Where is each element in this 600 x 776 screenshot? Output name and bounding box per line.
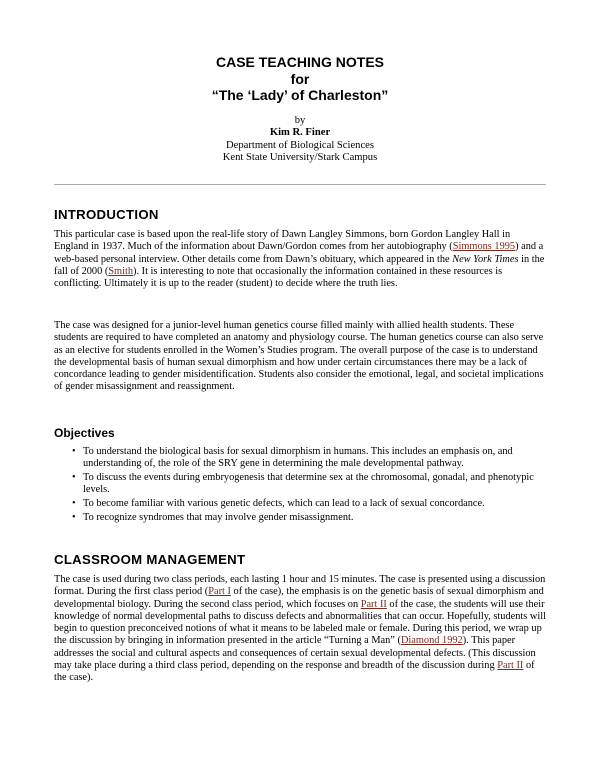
classroom-management-heading: CLASSROOM MANAGEMENT bbox=[54, 552, 246, 567]
objectives-heading: Objectives bbox=[54, 426, 115, 440]
objectives-list bbox=[54, 446, 546, 526]
intro-text-2: ) and a web-based personal interview. Other details come from Dawn’s obituary, which appeared in the bbox=[54, 241, 544, 265]
smith-link[interactable]: Smith bbox=[108, 265, 134, 277]
list-item bbox=[54, 512, 546, 524]
part-i-link[interactable]: Part I bbox=[208, 586, 231, 598]
simmons-1995-link[interactable]: Simmons 1995 bbox=[452, 241, 516, 253]
objective-text: To recognize syndromes that may involve gender misassignment. bbox=[83, 512, 354, 524]
institution: Kent State University/Stark Campus bbox=[222, 151, 378, 163]
cm-text-5: of the case). bbox=[54, 660, 535, 684]
horizontal-divider bbox=[54, 184, 546, 185]
intro-text-3: in the fall of 2000 ( bbox=[54, 253, 545, 277]
diamond-1992-link[interactable]: Diamond 1992 bbox=[400, 635, 463, 647]
title-line-2: for bbox=[290, 70, 310, 87]
introduction-paragraph-1 bbox=[54, 229, 546, 290]
list-item bbox=[54, 498, 546, 510]
author-name: Kim R. Finer bbox=[269, 127, 331, 139]
cm-text-1: The case is used during two class periods, each lasting 1 hour and 15 minutes. The case is presented using a discussion format. During the first class period ( bbox=[54, 574, 546, 598]
cm-text-3: of the case, the students will use their knowledge of normal developmental paths to discuss defects and abnormalities that can occur. Hopefully, students will begin to question preconceived notions of what it means to be labeled male or female. During this period, we wrap up the discussion by bringing in information presented in the article “Turning a Man” ( bbox=[54, 598, 546, 647]
title-line-3: “The ‘Lady’ of Charleston” bbox=[211, 87, 389, 103]
objective-text: To become familiar with various genetic defects, which can lead to a lack of sexual concordance. bbox=[83, 498, 485, 510]
list-item bbox=[54, 472, 546, 497]
part-ii-link[interactable]: Part II bbox=[497, 660, 524, 672]
cm-text-2: of the case), the emphasis is on the genetic basis of sexual dimorphism and developmental biology. During the second class period, which focuses on bbox=[54, 586, 544, 610]
title-block bbox=[0, 54, 600, 104]
objective-text: To discuss the events during embryogenesis that determine sex at the chromosomal, gonadal, and phenotypic levels. bbox=[83, 472, 534, 496]
byline bbox=[0, 115, 600, 164]
bullet-icon: • bbox=[72, 446, 76, 457]
bullet-icon: • bbox=[72, 512, 76, 524]
bullet-icon: • bbox=[72, 472, 76, 484]
bullet-icon: • bbox=[72, 498, 76, 510]
intro-text-4: ). It is interesting to note that occasionally the information contained in these resources is conflicting. Ultimately it is up to the reader (student) to decide where the truth lies. bbox=[54, 265, 503, 290]
department: Department of Biological Sciences bbox=[226, 139, 374, 151]
by-text: by bbox=[294, 115, 306, 126]
title-line-1: CASE TEACHING NOTES bbox=[215, 54, 384, 70]
introduction-heading: INTRODUCTION bbox=[54, 207, 159, 222]
cm-text-4: ). This paper addresses the social and cultural aspects and consequences of certain sexual developmental defects. (This discussion may take place during a third class period, depending on the response and breadth of the discussion during bbox=[54, 635, 536, 672]
classroom-management-paragraph bbox=[54, 574, 546, 685]
objective-text: To understand the biological basis for sexual dimorphism in humans. This includes an emphasis on, and understanding of, the role of the SRY gene in determining the male developmental pathway. bbox=[83, 446, 513, 470]
introduction-paragraph-2: The case was designed for a junior-level human genetics course filled mainly with allied health students. These students are required to have completed an anatomy and physiology course. The human genetics course can also serve as an elective for students enrolled in the Women’s Studies program. The overall purpose of the case is to understand the developmental basis of human sexual dimorphism and how under certain circumstances there may be a lack of concordance leading to gender misidentification. Students also consider the emotional, legal, and societal implications of gender misassignment and reassignment. bbox=[54, 320, 544, 393]
list-item bbox=[54, 446, 546, 471]
intro-italic-nyt: New York Times bbox=[452, 253, 519, 265]
intro-text-1: This particular case is based upon the real-life story of Dawn Langley Simmons, born Gordon Langley Hall in England in 1937. Much of the information about Dawn/Gordon comes from her autobiography ( bbox=[54, 229, 511, 253]
part-ii-link[interactable]: Part II bbox=[360, 598, 387, 610]
